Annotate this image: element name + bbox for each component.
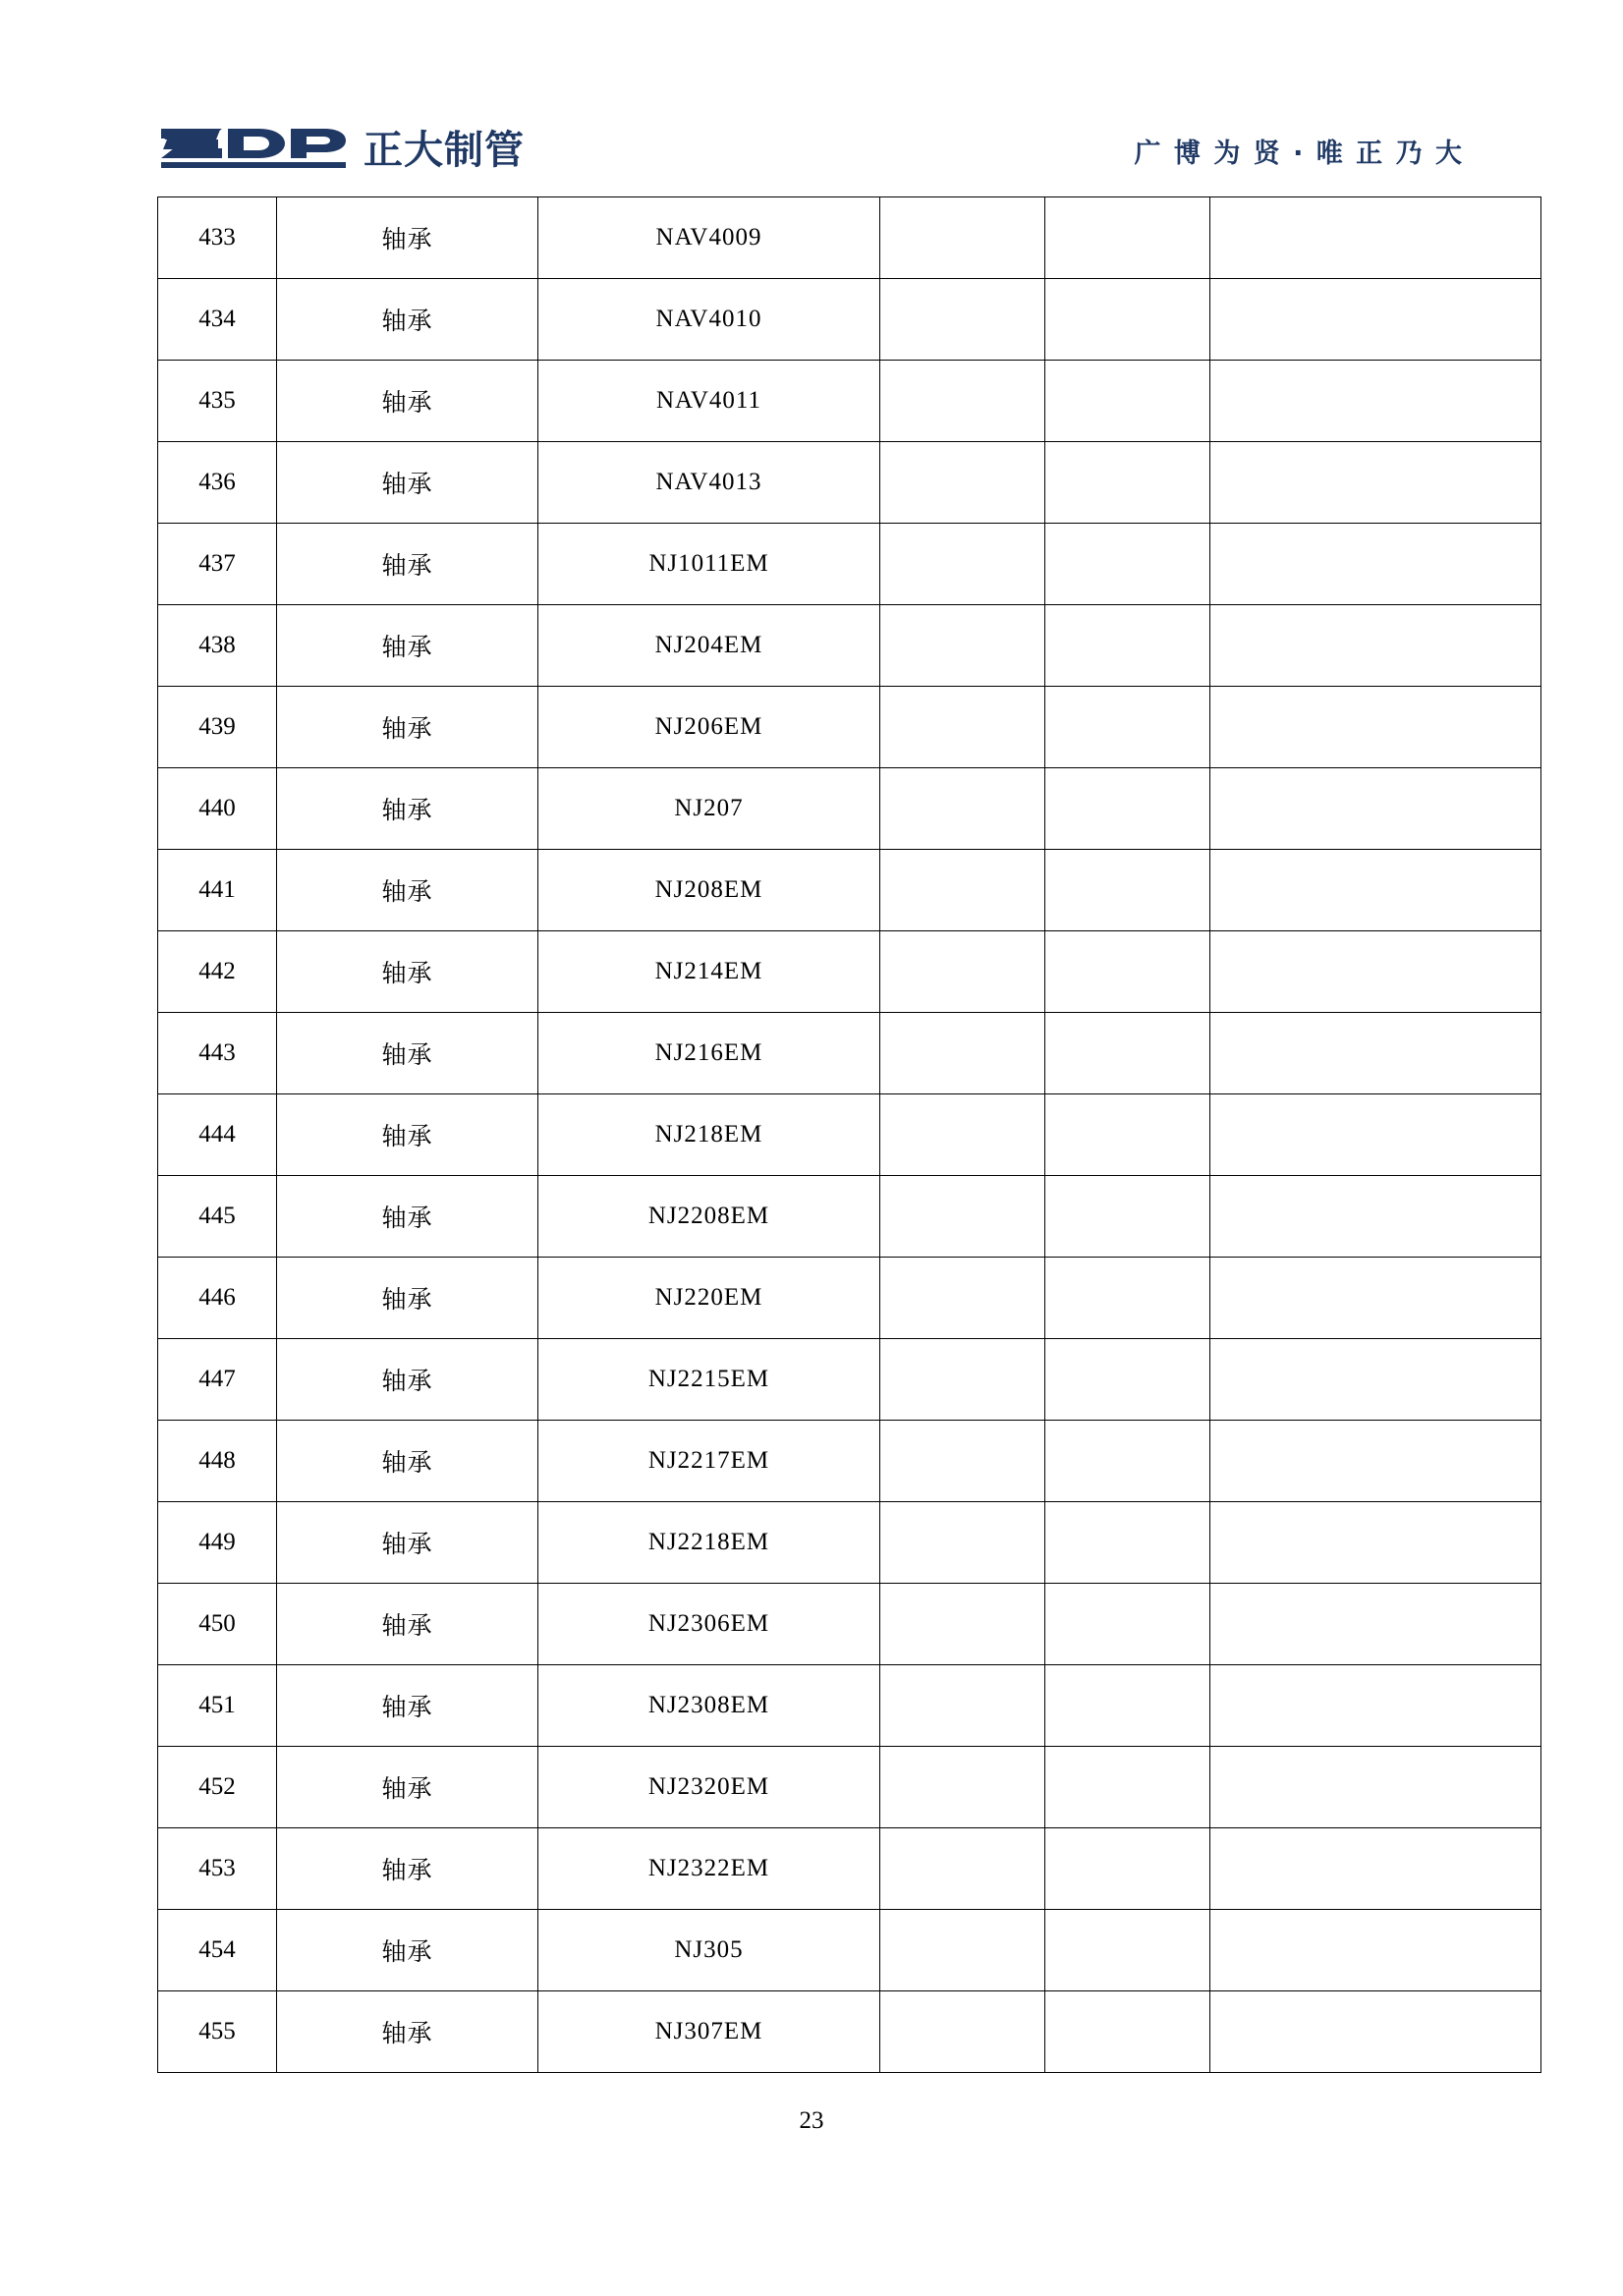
table-row	[158, 1828, 1541, 1910]
cell-column-5	[1045, 1828, 1210, 1910]
cell-part-name: 轴承	[277, 1828, 538, 1910]
table-row	[158, 1502, 1541, 1584]
cell-part-name: 轴承	[277, 1421, 538, 1502]
cell-part-model: NJ1011EM	[538, 524, 880, 605]
cell-serial-number: 449	[158, 1502, 277, 1584]
cell-serial-number: 433	[158, 197, 277, 279]
table-row	[158, 1013, 1541, 1094]
parts-table-body	[158, 197, 1541, 2073]
cell-column-5	[1045, 1910, 1210, 1991]
cell-part-name: 轴承	[277, 279, 538, 361]
cell-part-model: NJ216EM	[538, 1013, 880, 1094]
cell-column-6	[1210, 524, 1541, 605]
cell-part-model: NAV4009	[538, 197, 880, 279]
cell-part-model: NJ208EM	[538, 850, 880, 931]
cell-column-4	[880, 1502, 1045, 1584]
cell-serial-number: 446	[158, 1258, 277, 1339]
cell-serial-number: 444	[158, 1094, 277, 1176]
cell-part-model: NJ2322EM	[538, 1828, 880, 1910]
cell-column-4	[880, 605, 1045, 687]
cell-part-model: NAV4011	[538, 361, 880, 442]
cell-serial-number: 437	[158, 524, 277, 605]
cell-column-6	[1210, 1665, 1541, 1747]
zdp-logo-icon	[157, 123, 354, 179]
table-row	[158, 361, 1541, 442]
cell-part-model: NJ2217EM	[538, 1421, 880, 1502]
cell-part-name: 轴承	[277, 850, 538, 931]
table-row	[158, 1176, 1541, 1258]
cell-part-name: 轴承	[277, 1502, 538, 1584]
table-row	[158, 1094, 1541, 1176]
table-row	[158, 1584, 1541, 1665]
company-name: 正大制管	[364, 128, 525, 173]
cell-part-model: NJ206EM	[538, 687, 880, 768]
cell-column-6	[1210, 1421, 1541, 1502]
cell-serial-number: 452	[158, 1747, 277, 1828]
cell-column-4	[880, 1258, 1045, 1339]
cell-part-model: NJ2218EM	[538, 1502, 880, 1584]
cell-column-4	[880, 768, 1045, 850]
cell-column-5	[1045, 1258, 1210, 1339]
cell-column-5	[1045, 1013, 1210, 1094]
cell-part-model: NJ204EM	[538, 605, 880, 687]
cell-column-4	[880, 1747, 1045, 1828]
cell-column-6	[1210, 1584, 1541, 1665]
cell-column-6	[1210, 850, 1541, 931]
cell-column-4	[880, 1584, 1045, 1665]
cell-column-5	[1045, 442, 1210, 524]
cell-part-model: NJ2308EM	[538, 1665, 880, 1747]
cell-part-name: 轴承	[277, 197, 538, 279]
cell-column-5	[1045, 1584, 1210, 1665]
cell-serial-number: 441	[158, 850, 277, 931]
cell-column-6	[1210, 1339, 1541, 1421]
parts-table	[157, 196, 1541, 2073]
cell-column-4	[880, 931, 1045, 1013]
cell-part-model: NAV4010	[538, 279, 880, 361]
table-row	[158, 1991, 1541, 2073]
cell-column-4	[880, 1094, 1045, 1176]
cell-part-name: 轴承	[277, 1991, 538, 2073]
cell-part-model: NAV4013	[538, 442, 880, 524]
cell-column-4	[880, 1176, 1045, 1258]
cell-column-6	[1210, 197, 1541, 279]
table-row	[158, 687, 1541, 768]
cell-column-4	[880, 850, 1045, 931]
table-row	[158, 197, 1541, 279]
cell-serial-number: 434	[158, 279, 277, 361]
cell-column-4	[880, 197, 1045, 279]
cell-column-6	[1210, 768, 1541, 850]
cell-serial-number: 438	[158, 605, 277, 687]
cell-column-5	[1045, 931, 1210, 1013]
cell-column-5	[1045, 687, 1210, 768]
cell-part-name: 轴承	[277, 768, 538, 850]
cell-serial-number: 455	[158, 1991, 277, 2073]
cell-column-6	[1210, 1094, 1541, 1176]
table-row	[158, 850, 1541, 931]
table-row	[158, 1747, 1541, 1828]
parts-table-container	[157, 196, 1464, 2073]
company-logo	[157, 122, 525, 179]
cell-part-model: NJ207	[538, 768, 880, 850]
cell-column-6	[1210, 605, 1541, 687]
cell-serial-number: 454	[158, 1910, 277, 1991]
cell-part-model: NJ220EM	[538, 1258, 880, 1339]
cell-part-model: NJ2320EM	[538, 1747, 880, 1828]
table-row	[158, 931, 1541, 1013]
cell-column-4	[880, 524, 1045, 605]
cell-part-name: 轴承	[277, 687, 538, 768]
cell-column-6	[1210, 1828, 1541, 1910]
cell-column-5	[1045, 1991, 1210, 2073]
cell-serial-number: 442	[158, 931, 277, 1013]
cell-part-name: 轴承	[277, 1665, 538, 1747]
cell-column-4	[880, 1828, 1045, 1910]
cell-serial-number: 450	[158, 1584, 277, 1665]
cell-column-4	[880, 1991, 1045, 2073]
cell-serial-number: 445	[158, 1176, 277, 1258]
cell-part-model: NJ2208EM	[538, 1176, 880, 1258]
cell-column-5	[1045, 197, 1210, 279]
cell-column-6	[1210, 1747, 1541, 1828]
cell-serial-number: 436	[158, 442, 277, 524]
cell-column-4	[880, 279, 1045, 361]
page-header	[157, 116, 1464, 185]
table-row	[158, 1910, 1541, 1991]
cell-column-6	[1210, 1502, 1541, 1584]
cell-column-6	[1210, 1910, 1541, 1991]
cell-part-name: 轴承	[277, 1747, 538, 1828]
cell-part-model: NJ214EM	[538, 931, 880, 1013]
cell-part-name: 轴承	[277, 1094, 538, 1176]
cell-part-name: 轴承	[277, 1258, 538, 1339]
cell-part-name: 轴承	[277, 1584, 538, 1665]
page-footer	[0, 2107, 1623, 2135]
table-row	[158, 1339, 1541, 1421]
cell-part-name: 轴承	[277, 361, 538, 442]
cell-serial-number: 447	[158, 1339, 277, 1421]
cell-column-4	[880, 1013, 1045, 1094]
cell-part-model: NJ307EM	[538, 1991, 880, 2073]
table-row	[158, 524, 1541, 605]
cell-column-6	[1210, 442, 1541, 524]
cell-column-6	[1210, 687, 1541, 768]
cell-column-5	[1045, 1176, 1210, 1258]
cell-part-name: 轴承	[277, 442, 538, 524]
cell-serial-number: 451	[158, 1665, 277, 1747]
cell-column-6	[1210, 1258, 1541, 1339]
cell-column-4	[880, 1665, 1045, 1747]
page-number: 23	[799, 2107, 824, 2134]
cell-part-name: 轴承	[277, 1176, 538, 1258]
cell-column-6	[1210, 1176, 1541, 1258]
cell-serial-number: 440	[158, 768, 277, 850]
cell-part-name: 轴承	[277, 524, 538, 605]
company-slogan: 广 博 为 贤 · 唯 正 乃 大	[1134, 138, 1464, 169]
cell-serial-number: 448	[158, 1421, 277, 1502]
cell-column-5	[1045, 1421, 1210, 1502]
cell-part-name: 轴承	[277, 605, 538, 687]
cell-part-model: NJ2215EM	[538, 1339, 880, 1421]
table-row	[158, 1258, 1541, 1339]
cell-column-5	[1045, 850, 1210, 931]
cell-part-name: 轴承	[277, 931, 538, 1013]
cell-part-name: 轴承	[277, 1910, 538, 1991]
table-row	[158, 442, 1541, 524]
cell-serial-number: 439	[158, 687, 277, 768]
cell-part-name: 轴承	[277, 1013, 538, 1094]
table-row	[158, 605, 1541, 687]
cell-column-4	[880, 361, 1045, 442]
cell-column-4	[880, 687, 1045, 768]
cell-serial-number: 435	[158, 361, 277, 442]
cell-column-5	[1045, 1665, 1210, 1747]
table-row	[158, 768, 1541, 850]
cell-serial-number: 443	[158, 1013, 277, 1094]
cell-part-model: NJ2306EM	[538, 1584, 880, 1665]
cell-column-5	[1045, 279, 1210, 361]
cell-column-6	[1210, 1013, 1541, 1094]
cell-column-4	[880, 1910, 1045, 1991]
cell-column-5	[1045, 1747, 1210, 1828]
cell-part-name: 轴承	[277, 1339, 538, 1421]
cell-column-5	[1045, 361, 1210, 442]
table-row	[158, 279, 1541, 361]
cell-column-6	[1210, 279, 1541, 361]
cell-serial-number: 453	[158, 1828, 277, 1910]
cell-column-4	[880, 1339, 1045, 1421]
cell-part-model: NJ305	[538, 1910, 880, 1991]
cell-column-5	[1045, 768, 1210, 850]
cell-column-5	[1045, 1094, 1210, 1176]
cell-column-4	[880, 442, 1045, 524]
cell-column-6	[1210, 1991, 1541, 2073]
cell-column-5	[1045, 1339, 1210, 1421]
table-row	[158, 1665, 1541, 1747]
cell-column-5	[1045, 605, 1210, 687]
cell-column-4	[880, 1421, 1045, 1502]
cell-part-model: NJ218EM	[538, 1094, 880, 1176]
cell-column-6	[1210, 361, 1541, 442]
cell-column-5	[1045, 524, 1210, 605]
cell-column-5	[1045, 1502, 1210, 1584]
table-row	[158, 1421, 1541, 1502]
cell-column-6	[1210, 931, 1541, 1013]
